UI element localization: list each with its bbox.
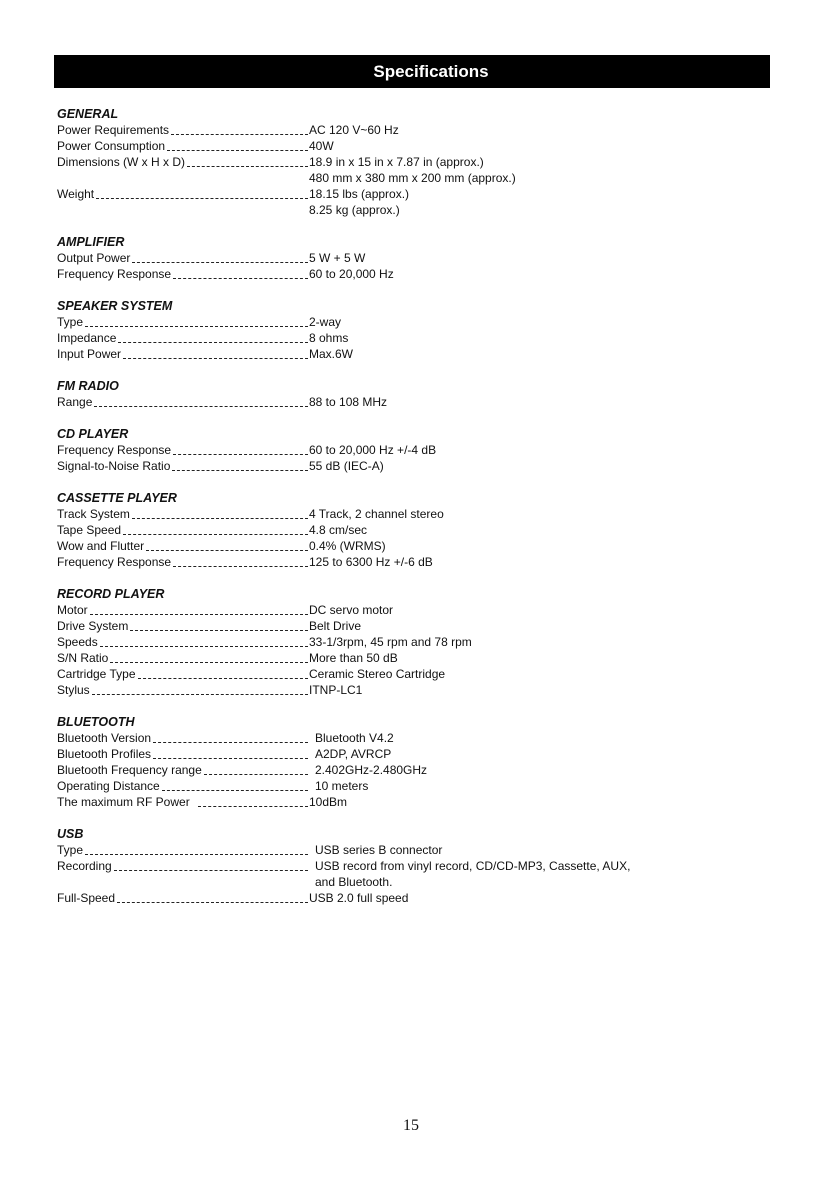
section-cassette-player xyxy=(57,490,757,570)
section-bluetooth xyxy=(57,714,757,810)
page-number: 15 xyxy=(403,1117,419,1134)
spec-value: Max.6W xyxy=(309,347,354,361)
spec-label: Operating Distance xyxy=(57,779,160,793)
spec-value: 5 W + 5 W xyxy=(309,251,366,265)
spec-row-bluetooth-frequency xyxy=(57,762,757,778)
spec-label: S/N Ratio xyxy=(57,651,109,665)
spec-row-signal-to-noise xyxy=(57,458,757,474)
spec-row-power-consumption xyxy=(57,138,757,154)
spec-value: ITNP-LC1 xyxy=(309,683,363,697)
spec-value: USB 2.0 full speed xyxy=(309,891,409,905)
spec-row-operating-distance xyxy=(57,778,757,794)
section-usb xyxy=(57,826,757,906)
spec-value: 125 to 6300 Hz +/-6 dB xyxy=(309,555,433,569)
spec-value: 18.9 in x 15 in x 7.87 in (approx.) xyxy=(309,155,484,169)
spec-value: Ceramic Stereo Cartridge xyxy=(309,667,446,681)
spec-value: 18.15 lbs (approx.) xyxy=(309,187,410,201)
spec-label: Signal-to-Noise Ratio xyxy=(57,459,171,473)
spec-row-range xyxy=(57,394,757,410)
spec-value: 8 ohms xyxy=(309,331,349,345)
spec-value: More than 50 dB xyxy=(309,651,398,665)
spec-row-max-rf-power xyxy=(57,794,757,810)
spec-label: Range xyxy=(57,395,93,409)
spec-row-frequency-response xyxy=(57,554,757,570)
spec-row-drive-system xyxy=(57,618,757,634)
spec-value: 33-1/3rpm, 45 rpm and 78 rpm xyxy=(309,635,472,649)
section-heading: FM RADIO xyxy=(57,379,119,393)
spec-value: 4.8 cm/sec xyxy=(309,523,368,537)
section-heading: GENERAL xyxy=(57,107,119,121)
spec-label: Bluetooth Profiles xyxy=(57,747,152,761)
spec-value: 55 dB (IEC-A) xyxy=(309,459,384,473)
spec-row-full-speed xyxy=(57,890,757,906)
spec-row-stylus xyxy=(57,682,757,698)
spec-label: Stylus xyxy=(57,683,90,697)
section-cd-player xyxy=(57,426,757,474)
spec-label: Frequency Response xyxy=(57,267,172,281)
spec-label: Input Power xyxy=(57,347,122,361)
spec-value: USB record from vinyl record, CD/CD-MP3, Cassette, AUX, xyxy=(315,859,631,873)
spec-value: Bluetooth V4.2 xyxy=(315,731,394,745)
spec-value: Belt Drive xyxy=(309,619,362,633)
spec-value: USB series B connector xyxy=(315,843,443,857)
spec-label: Frequency Response xyxy=(57,443,172,457)
spec-label: Speeds xyxy=(57,635,98,649)
spec-label: Type xyxy=(57,315,84,329)
section-record-player xyxy=(57,586,757,698)
spec-label: Tape Speed xyxy=(57,523,122,537)
spec-row-frequency-response xyxy=(57,266,757,282)
spec-row-sn-ratio xyxy=(57,650,757,666)
section-heading: CASSETTE PLAYER xyxy=(57,491,177,505)
spec-label: Power Consumption xyxy=(57,139,166,153)
spec-value: 4 Track, 2 channel stereo xyxy=(309,507,444,521)
spec-row-frequency-response xyxy=(57,442,757,458)
spec-value: 10dBm xyxy=(309,795,348,809)
spec-row-track-system xyxy=(57,506,757,522)
spec-row-type xyxy=(57,842,757,858)
section-heading: SPEAKER SYSTEM xyxy=(57,299,173,313)
spec-value-continued: and Bluetooth. xyxy=(315,875,393,889)
spec-row-recording xyxy=(57,858,757,874)
spec-label: Full-Speed xyxy=(57,891,116,905)
spec-label: Cartridge Type xyxy=(57,667,136,681)
spec-value: 60 to 20,000 Hz +/-4 dB xyxy=(309,443,437,457)
spec-label: The maximum RF Power xyxy=(57,795,190,809)
spec-label: Recording xyxy=(57,859,112,873)
spec-value: AC 120 V~60 Hz xyxy=(309,123,399,137)
spec-row-speeds xyxy=(57,634,757,650)
spec-label: Drive System xyxy=(57,619,129,633)
spec-label: Track System xyxy=(57,507,130,521)
spec-row-impedance xyxy=(57,330,757,346)
spec-list xyxy=(57,106,757,922)
spec-value-continued: 480 mm x 380 mm x 200 mm (approx.) xyxy=(309,171,516,185)
spec-label: Type xyxy=(57,843,84,857)
spec-row-cartridge-type xyxy=(57,666,757,682)
spec-value: A2DP, AVRCP xyxy=(315,747,392,761)
spec-row-power-requirements xyxy=(57,122,757,138)
spec-value-continued: 8.25 kg (approx.) xyxy=(309,203,400,217)
section-heading: AMPLIFIER xyxy=(57,235,125,249)
spec-value: 0.4% (WRMS) xyxy=(309,539,386,553)
spec-row-dimensions xyxy=(57,154,757,170)
spec-row-output-power xyxy=(57,250,757,266)
spec-label: Wow and Flutter xyxy=(57,539,145,553)
spec-value: 2.402GHz-2.480GHz xyxy=(315,763,428,777)
spec-row-bluetooth-profiles xyxy=(57,746,757,762)
spec-label: Frequency Response xyxy=(57,555,172,569)
spec-row-tape-speed xyxy=(57,522,757,538)
section-fm-radio xyxy=(57,378,757,410)
section-general xyxy=(57,106,757,218)
spec-row-wow-flutter xyxy=(57,538,757,554)
section-speaker-system xyxy=(57,298,757,362)
spec-value: 2-way xyxy=(309,315,342,329)
spec-row-motor xyxy=(57,602,757,618)
spec-label: Power Requirements xyxy=(57,123,170,137)
spec-value: 60 to 20,000 Hz xyxy=(309,267,394,281)
spec-label: Output Power xyxy=(57,251,131,265)
section-heading: RECORD PLAYER xyxy=(57,587,165,601)
spec-value: DC servo motor xyxy=(309,603,394,617)
section-amplifier xyxy=(57,234,757,282)
spec-label: Motor xyxy=(57,603,88,617)
spec-row-bluetooth-version xyxy=(57,730,757,746)
page-title: Specifications xyxy=(54,55,770,88)
spec-label: Dimensions (W x H x D) xyxy=(57,155,186,169)
spec-value: 88 to 108 MHz xyxy=(309,395,388,409)
spec-label: Weight xyxy=(57,187,95,201)
spec-row-type xyxy=(57,314,757,330)
section-heading: BLUETOOTH xyxy=(57,715,135,729)
spec-label: Impedance xyxy=(57,331,117,345)
section-heading: CD PLAYER xyxy=(57,427,129,441)
section-heading: USB xyxy=(57,827,84,841)
spec-label: Bluetooth Version xyxy=(57,731,152,745)
spec-label: Bluetooth Frequency range xyxy=(57,763,202,777)
spec-value: 40W xyxy=(309,139,334,153)
spec-value: 10 meters xyxy=(315,779,369,793)
spec-row-weight xyxy=(57,186,757,202)
spec-row-input-power xyxy=(57,346,757,362)
